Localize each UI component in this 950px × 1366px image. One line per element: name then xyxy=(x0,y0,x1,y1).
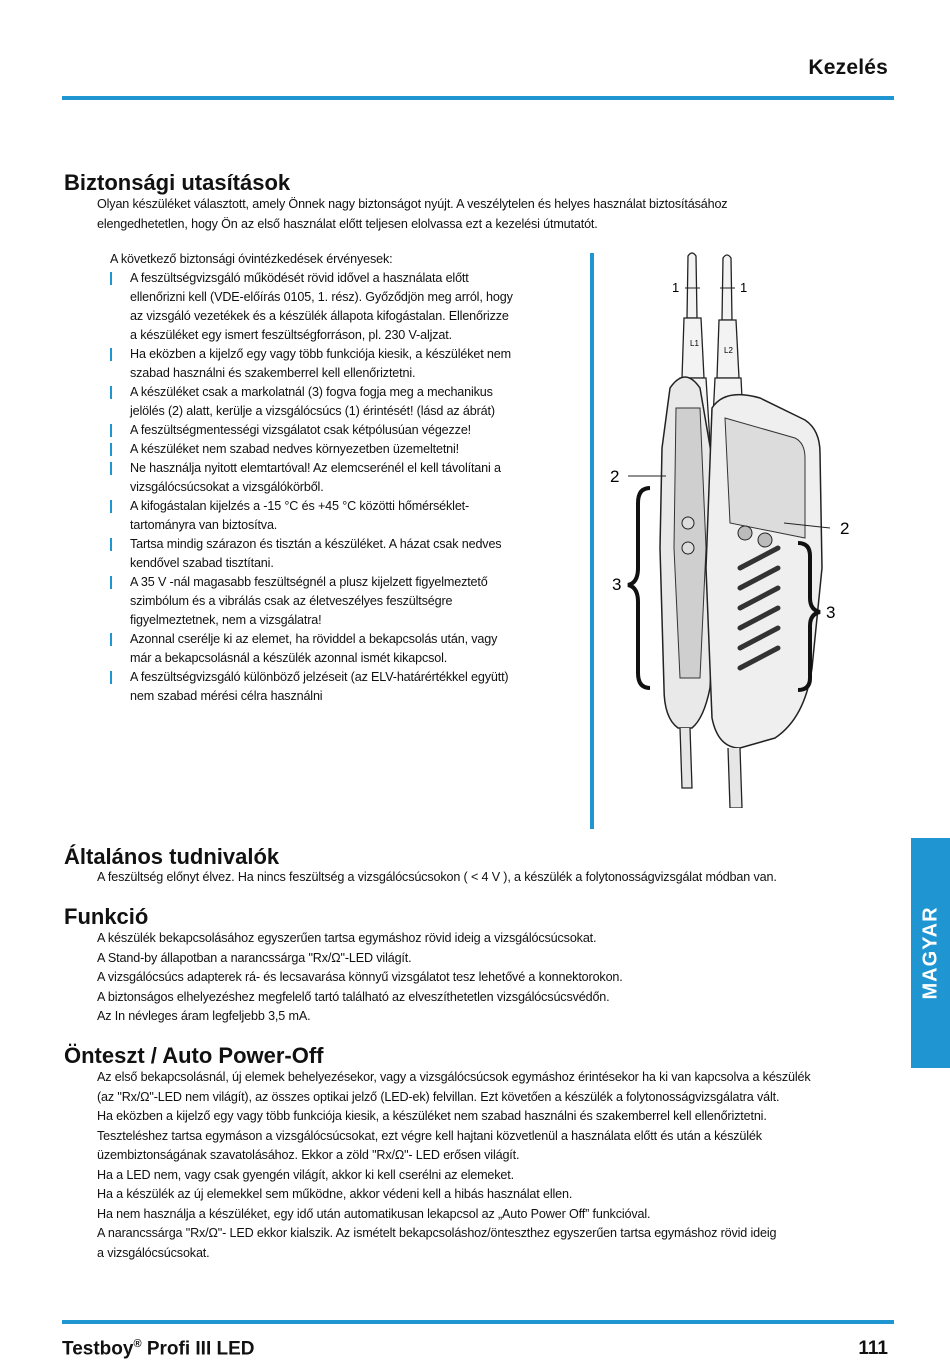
general-line: A feszültség előnyt élvez. Ha nincs feszültség a vizsgálócsúcsokon ( < 4 V ), a készülék a folytonosságvizsgálat módban van. xyxy=(97,870,777,884)
function-line: A vizsgálócsúcs adapterek rá- és lecsavarása könnyű vizsgálatot tesz lehetővé a konnektorokon. xyxy=(97,970,623,984)
safety-list xyxy=(110,250,513,706)
safety-list-item-line xyxy=(110,269,513,288)
safety-list-item-line xyxy=(110,497,513,516)
safety-list-item-text: Azonnal cserélje ki az elemet, ha röviddel a bekapcsolás után, vagy xyxy=(130,632,498,646)
function-line: A Stand-by állapotban a narancssárga "Rx/Ω"-LED világít. xyxy=(97,950,412,965)
safety-list-item-line xyxy=(110,687,513,706)
safety-list-item-line xyxy=(110,611,513,630)
function-text xyxy=(97,929,623,1027)
safety-list-item-text: A 35 V -nál magasabb feszültségnél a plusz kijelzett figyelmeztető xyxy=(130,575,488,589)
bullet-bar xyxy=(110,462,112,475)
safety-list-item xyxy=(110,459,513,497)
safety-list-item-text: Tartsa mindig szárazon és tisztán a készüléket. A házat csak nedves xyxy=(130,537,502,551)
safety-bullets xyxy=(110,269,513,706)
safety-list-item-text: nem szabad mérési célra használni xyxy=(130,689,323,703)
safety-list-item-line xyxy=(110,307,513,326)
safety-list-item-line xyxy=(110,535,513,554)
selftest-line: (az "Rx/Ω"-LED nem világít), az összes optikai jelző (LED-ek) felvillan. Ezt követően a készülék a folytonosságvizsgálatra vált. xyxy=(97,1089,780,1104)
voltage-tester-illustration xyxy=(600,248,900,808)
safety-list-item-text: szabad használni és szakemberrel kell ellenőriztetni. xyxy=(130,366,416,380)
selftest-line: Ha a készülék az új elemekkel sem működne, akkor védeni kell a hibás használat ellen. xyxy=(97,1187,573,1201)
brace-left xyxy=(628,488,650,688)
callout-3-right: 3 xyxy=(826,603,836,622)
safety-list-item-line xyxy=(110,288,513,307)
safety-list-item-line xyxy=(110,459,513,478)
figure-divider xyxy=(590,253,594,829)
bullet-bar xyxy=(110,443,112,456)
safety-list-item xyxy=(110,345,513,383)
probe-label-l2: L2 xyxy=(724,346,733,355)
cable-left xyxy=(680,728,692,788)
safety-list-item-line xyxy=(110,326,513,345)
bullet-bar xyxy=(110,633,112,646)
safety-list-item-line xyxy=(110,649,513,668)
safety-list-item-text: már a bekapcsolásnál a készülék azonnal ismét kikapcsol. xyxy=(130,651,448,665)
safety-list-item-line xyxy=(110,573,513,592)
bullet-bar xyxy=(110,576,112,589)
selftest-line: üzembiztonságának szavatolásához. Ekkor a zöld "Rx/Ω"- LED erősen világít. xyxy=(97,1148,520,1162)
header-rule xyxy=(62,96,894,100)
selftest-line: Ha nem használja a készüléket, egy idő után automatikusan lekapcsol az „Auto Power Off” funkcióval. xyxy=(97,1206,651,1221)
safety-list-item-text: figyelmeztetnek, nem a vizsgálatra! xyxy=(130,613,322,627)
safety-list-item xyxy=(110,421,513,440)
safety-list-item xyxy=(110,630,513,668)
safety-list-item-line xyxy=(110,554,513,573)
safety-list-item-line xyxy=(110,630,513,649)
bullet-bar xyxy=(110,348,112,361)
safety-intro-line: elengedhetetlen, hogy Ön az első használat előtt teljesen elolvassa ezt a kezelési útmutatót. xyxy=(97,216,598,231)
bullet-bar xyxy=(110,424,112,437)
safety-list-item-text: A készüléket csak a markolatnál (3) fogva fogja meg a mechanikus xyxy=(130,385,493,399)
cable-right xyxy=(728,748,742,808)
footer-reg-mark: ® xyxy=(133,1338,142,1350)
safety-list-item-line xyxy=(110,364,513,383)
safety-list-item-line xyxy=(110,516,513,535)
safety-list-item-line xyxy=(110,345,513,364)
language-tab-label: MAGYAR xyxy=(919,906,941,1000)
function-line: Az In névleges áram legfeljebb 3,5 mA. xyxy=(97,1009,311,1023)
footer-product xyxy=(62,1338,255,1360)
general-heading: Általános tudnivalók xyxy=(64,844,280,869)
safety-intro xyxy=(97,195,727,234)
safety-list-item xyxy=(110,269,513,345)
selftest-line: Ha eközben a kijelző egy vagy több funkciója kiesik, a készüléket nem szabad használni és szakemberrel kell ellenőriztetni. xyxy=(97,1109,767,1123)
bullet-bar xyxy=(110,671,112,684)
safety-list-item xyxy=(110,573,513,630)
safety-list-item-line xyxy=(110,421,513,440)
bullet-bar xyxy=(110,272,112,285)
safety-list-item-text: ellenőrizni kell (VDE-előírás 0105, 1. rész). Győződjön meg arról, hogy xyxy=(130,290,513,304)
footer-model: Profi III LED xyxy=(141,1338,255,1360)
bullet-bar xyxy=(110,386,112,399)
function-line: A készülék bekapcsolásához egyszerűen tartsa egymáshoz rövid ideig a vizsgálócsúcsokat. xyxy=(97,931,597,945)
safety-list-item-text: A feszültségmentességi vizsgálatot csak kétpólusúan végezze! xyxy=(130,423,472,437)
safety-list-item xyxy=(110,497,513,535)
safety-list-intro: A következő biztonsági óvintézkedések érvényesek: xyxy=(110,252,393,266)
footer-brand: Testboy xyxy=(62,1338,134,1360)
safety-list-item xyxy=(110,440,513,459)
callout-2-right: 2 xyxy=(840,519,850,538)
page-number: 111 xyxy=(858,1338,888,1359)
callout-1-left: 1 xyxy=(672,280,680,295)
safety-list-item-text: a készüléket egy ismert feszültségforráson, pl. 230 V-aljzat. xyxy=(130,328,452,342)
header-title: Kezelés xyxy=(808,56,888,79)
safety-list-item-text: jelölés (2) alatt, kerülje a vizsgálócsúcs (1) érintését! (lásd az ábrát) xyxy=(130,404,495,418)
safety-list-item-text: A kifogástalan kijelzés a -15 °C és +45 °C közötti hőmérséklet- xyxy=(130,499,470,513)
safety-list-item-text: Ha eközben a kijelző egy vagy több funkciója kiesik, a készüléket nem xyxy=(130,347,511,361)
selftest-line: Ha a LED nem, vagy csak gyengén világít, akkor ki kell cserélni az elemeket. xyxy=(97,1167,514,1182)
safety-intro-line: Olyan készüléket választott, amely Önnek nagy biztonságot nyújt. A veszélytelen és helyes használat biztosításához xyxy=(97,197,728,211)
safety-list-item-line xyxy=(110,592,513,611)
function-heading: Funkció xyxy=(64,904,149,929)
safety-list-item-text: A feszültségvizsgáló különböző jelzéseit (az ELV-határértékkel együtt) xyxy=(130,670,509,684)
safety-list-item-line xyxy=(110,402,513,421)
general-text xyxy=(97,868,777,888)
safety-list-item-line xyxy=(110,383,513,402)
selftest-line: A narancssárga "Rx/Ω"- LED ekkor kialszik. Az ismételt bekapcsoláshoz/önteszthez egyszerűen tartsa egymáshoz rövid ideig xyxy=(97,1226,777,1240)
safety-list-item-line xyxy=(110,478,513,497)
safety-list-item-line xyxy=(110,440,513,459)
selftest-line: Teszteléshez tartsa egymáson a vizsgálócsúcsokat, ezt végre kell hajtani közvetlenül a használata előtt és után a készülék xyxy=(97,1128,762,1143)
safety-list-item-line xyxy=(110,668,513,687)
language-side-tab xyxy=(911,838,950,1068)
safety-list-item-text: szimbólum és a vibrálás csak az életveszélyes feszültségre xyxy=(130,594,453,608)
safety-list-item-text: A feszültségvizsgáló működését rövid idővel a használata előtt xyxy=(130,271,469,285)
safety-list-item-text: tartományra van biztosítva. xyxy=(130,518,278,532)
probe-label-l1: L1 xyxy=(690,339,699,348)
safety-list-item-text: A készüléket nem szabad nedves környezetben üzemeltetni! xyxy=(130,442,460,456)
function-line: A biztonságos elhelyezéshez megfelelő tartó található az elveszíthetetlen vizsgálócsúcsvédőn. xyxy=(97,989,610,1004)
safety-list-item xyxy=(110,383,513,421)
callout-2-left: 2 xyxy=(610,467,620,486)
bullet-bar xyxy=(110,500,112,513)
safety-list-item xyxy=(110,535,513,573)
safety-list-item xyxy=(110,668,513,706)
selftest-heading: Önteszt / Auto Power-Off xyxy=(64,1043,324,1068)
safety-list-item-text: Ne használja nyitott elemtartóval! Az elemcserénél el kell távolítani a xyxy=(130,461,501,475)
safety-heading: Biztonsági utasítások xyxy=(64,170,291,195)
callout-1-right: 1 xyxy=(740,280,748,295)
selftest-text xyxy=(97,1068,810,1263)
safety-list-item-text: kendővel szabad tisztítani. xyxy=(130,556,274,570)
bullet-bar xyxy=(110,538,112,551)
selftest-line: Az első bekapcsolásnál, új elemek behelyezésekor, vagy a vizsgálócsúcsok egymáshoz érintésekor ha ki van kapcsolva a készülék xyxy=(97,1070,811,1084)
callout-3-left: 3 xyxy=(612,575,622,594)
safety-list-item-text: vizsgálócsúcsokat a vizsgálókörből. xyxy=(130,480,324,494)
footer-rule xyxy=(62,1320,894,1324)
safety-list-item-text: az vizsgáló vezetékek és a készülék állapota kifogástalan. Ellenőrizze xyxy=(130,309,509,323)
selftest-line: a vizsgálócsúcsokat. xyxy=(97,1245,210,1260)
